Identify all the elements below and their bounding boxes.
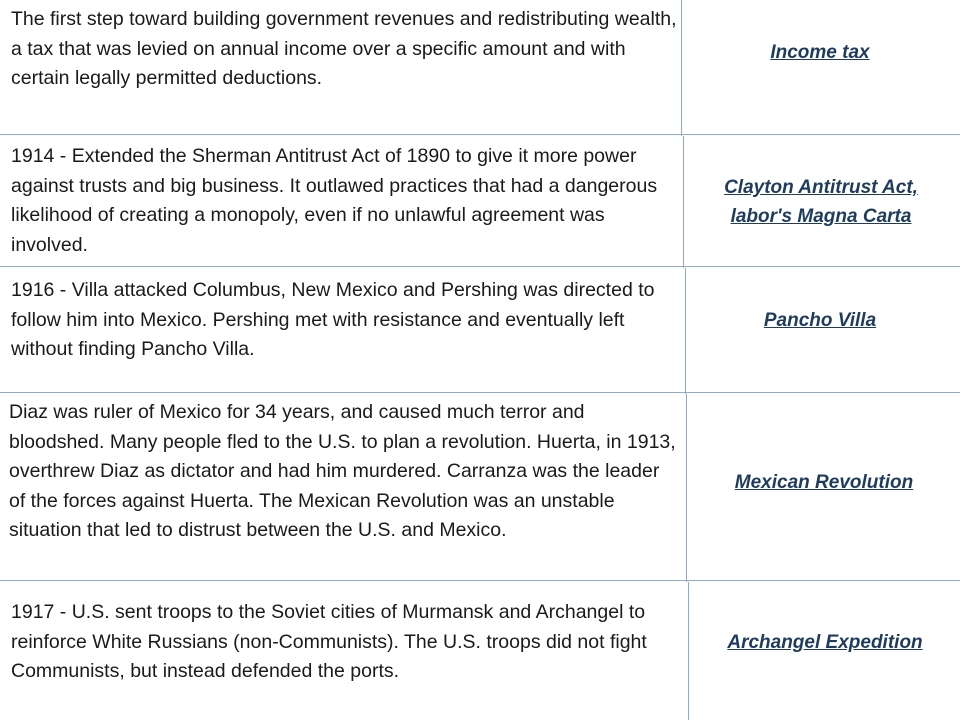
definition-mexican-revolution: Diaz was ruler of Mexico for 34 years, and caused much terror and bloodshed. Many people fled to the U.S. to plan a revolution. Huerta, in 1913, overthrew Diaz as dictator and had him murdered. Carranza was the leader of the forces against Huerta. The Mexican Revolution was an unstable situation that led to distrust between the U.S. and Mexico.: [9, 401, 676, 541]
term-income-tax: Income tax: [770, 42, 870, 63]
term-clayton-act-line2: labor's Magna Carta: [730, 206, 912, 227]
definition-archangel-expedition: 1917 - U.S. sent troops to the Soviet cities of Murmansk and Archangel to reinforce White Russians (non-Communists). The U.S. troops did not fight Communists, but instead defended the ports.: [11, 601, 647, 682]
column-divider: [686, 394, 687, 582]
row-divider: [0, 134, 960, 135]
term-archangel-expedition: Archangel Expedition: [727, 632, 923, 653]
column-divider: [688, 582, 689, 720]
row-divider: [0, 266, 960, 267]
column-divider: [685, 268, 686, 394]
row-divider: [0, 580, 960, 581]
term-clayton-act: [690, 173, 952, 231]
row-divider: [0, 392, 960, 393]
term-mexican-revolution: Mexican Revolution: [734, 472, 914, 493]
definition-income-tax: The first step toward building government revenues and redistributing wealth, a tax that was levied on annual income over a specific amount and with certain legally permitted deductions.: [11, 8, 677, 89]
column-divider: [681, 0, 682, 136]
column-divider: [683, 136, 684, 268]
term-pancho-villa: Pancho Villa: [763, 310, 877, 331]
definition-clayton-act: 1914 - Extended the Sherman Antitrust Act of 1890 to give it more power against trusts and big business. It outlawed practices that had a dangerous likelihood of creating a monopoly, even if no unlawful agreement was involved.: [11, 145, 658, 256]
definition-pancho-villa: 1916 - Villa attacked Columbus, New Mexico and Pershing was directed to follow him into Mexico. Pershing met with resistance and eventually left without finding Pancho Villa.: [11, 279, 655, 360]
term-clayton-act-line1: Clayton Antitrust Act,: [724, 177, 918, 198]
